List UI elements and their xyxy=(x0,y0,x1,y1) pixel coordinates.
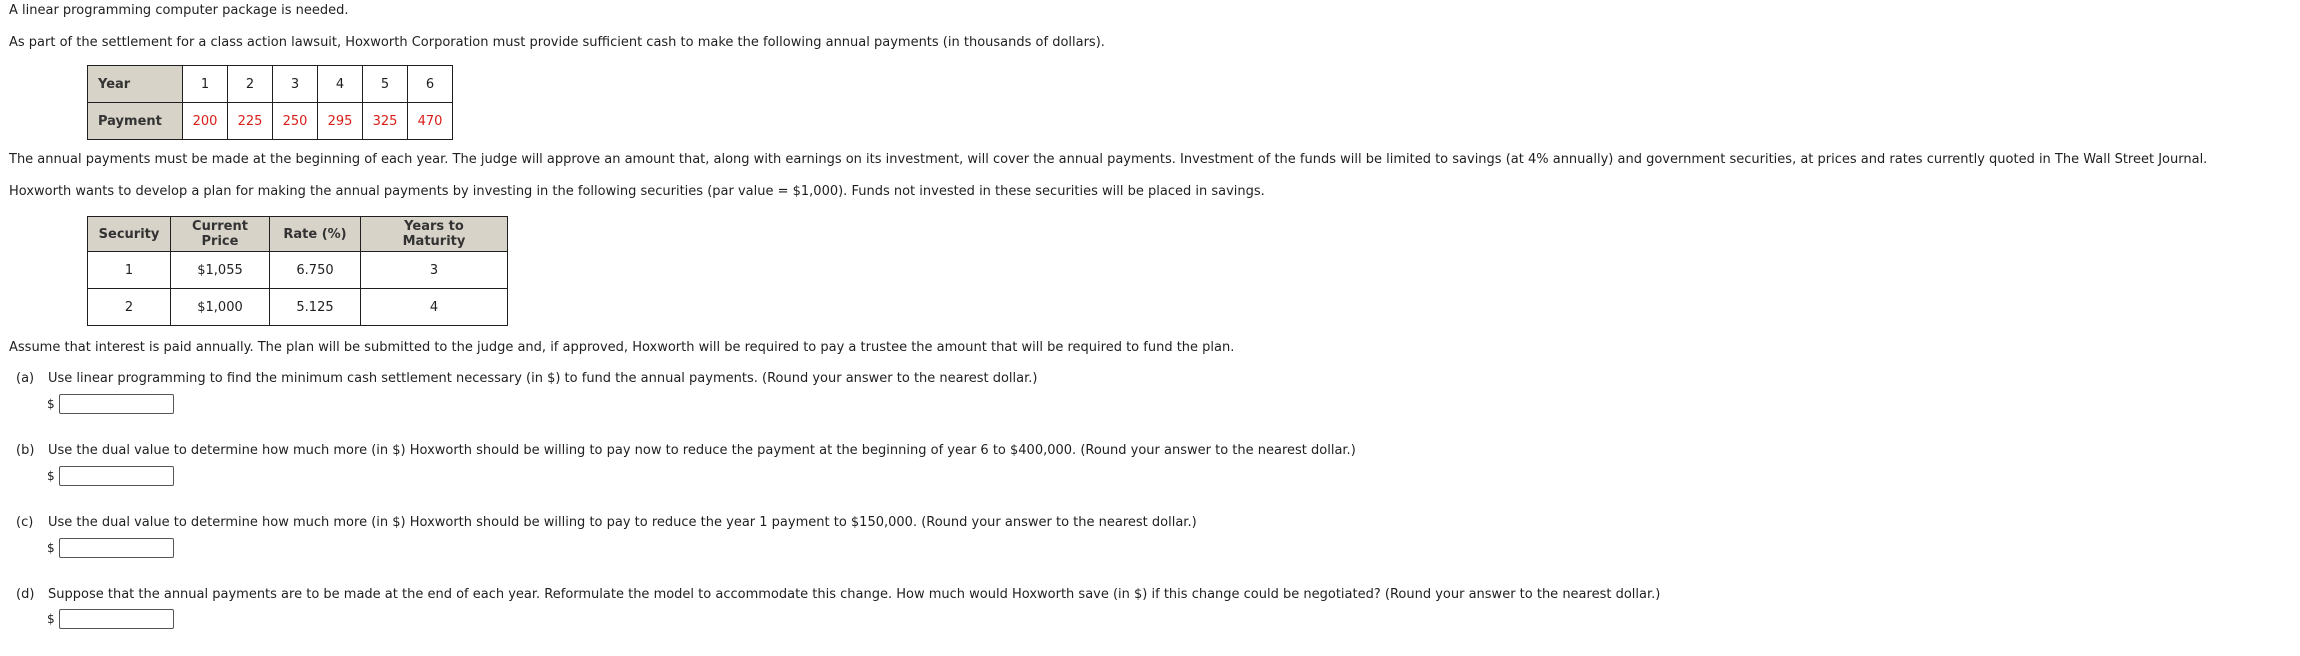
year-cell: 2 xyxy=(228,66,273,103)
payment-cell: 470 xyxy=(408,103,453,140)
question-a-text: Use linear programming to find the minimum cash settlement necessary (in $) to fund the annual payments. (Round your answer to the nearest dollar.) xyxy=(48,371,1038,386)
paragraph-interest: Assume that interest is paid annually. The plan will be submitted to the judge and, if approved, Hoxworth will be required to pay a trustee the amount that will be required to fund the plan. xyxy=(9,340,1235,355)
payment-cell: 325 xyxy=(363,103,408,140)
question-a-label: (a) xyxy=(16,371,35,386)
question-b-text: Use the dual value to determine how much more (in $) Hoxworth should be willing to pay now to reduce the payment at the beginning of year 6 to $400,000. (Round your answer to the nearest dollar.) xyxy=(48,443,1356,458)
header-rate: Rate (%) xyxy=(270,217,361,252)
dollar-sign: $ xyxy=(47,541,55,555)
payment-table xyxy=(87,65,453,140)
question-c xyxy=(16,515,1197,530)
question-d-label: (d) xyxy=(16,587,35,602)
intro-text: A linear programming computer package is needed. xyxy=(9,3,349,18)
year-row xyxy=(88,66,453,103)
payment-header: Payment xyxy=(88,103,183,140)
rate-cell: 6.750 xyxy=(270,252,361,289)
answer-d-input[interactable] xyxy=(59,609,174,629)
payment-cell: 225 xyxy=(228,103,273,140)
security-cell: 1 xyxy=(88,252,171,289)
securities-header-row xyxy=(88,217,508,252)
question-c-label: (c) xyxy=(16,515,34,530)
header-years-to-maturity: Years to Maturity xyxy=(361,217,508,252)
dollar-sign: $ xyxy=(47,612,55,626)
answer-c-row xyxy=(47,538,174,558)
paragraph-securities-plan: Hoxworth wants to develop a plan for making the annual payments by investing in the following securities (par value = $1,000). Funds not invested in these securities will be placed in savings. xyxy=(9,184,1265,199)
maturity-cell: 3 xyxy=(361,252,508,289)
table-row xyxy=(88,252,508,289)
securities-table xyxy=(87,216,508,326)
price-cell: $1,000 xyxy=(171,289,270,326)
answer-b-row xyxy=(47,466,174,486)
question-b-label: (b) xyxy=(16,443,35,458)
answer-c-input[interactable] xyxy=(59,538,174,558)
payment-cell: 200 xyxy=(183,103,228,140)
header-security: Security xyxy=(88,217,171,252)
year-cell: 5 xyxy=(363,66,408,103)
question-c-text: Use the dual value to determine how much more (in $) Hoxworth should be willing to pay to reduce the year 1 payment to $150,000. (Round your answer to the nearest dollar.) xyxy=(48,515,1197,530)
answer-d-row xyxy=(47,609,174,629)
security-cell: 2 xyxy=(88,289,171,326)
scenario-text: As part of the settlement for a class action lawsuit, Hoxworth Corporation must provide sufficient cash to make the following annual payments (in thousands of dollars). xyxy=(9,35,1105,50)
maturity-cell: 4 xyxy=(361,289,508,326)
answer-a-input[interactable] xyxy=(59,394,174,414)
payment-cell: 295 xyxy=(318,103,363,140)
question-d xyxy=(16,587,1660,602)
question-d-text: Suppose that the annual payments are to be made at the end of each year. Reformulate the model to accommodate this change. How much would Hoxworth save (in $) if this change could be negotiated? (Round your answer to the nearest dollar.) xyxy=(48,587,1661,602)
dollar-sign: $ xyxy=(47,397,55,411)
dollar-sign: $ xyxy=(47,469,55,483)
answer-b-input[interactable] xyxy=(59,466,174,486)
answer-a-row xyxy=(47,394,174,414)
year-cell: 3 xyxy=(273,66,318,103)
header-current-price: Current Price xyxy=(171,217,270,252)
price-cell: $1,055 xyxy=(171,252,270,289)
question-b xyxy=(16,443,1356,458)
question-a xyxy=(16,371,1037,386)
year-cell: 1 xyxy=(183,66,228,103)
payment-row xyxy=(88,103,453,140)
payment-cell: 250 xyxy=(273,103,318,140)
year-cell: 4 xyxy=(318,66,363,103)
table-row xyxy=(88,289,508,326)
year-cell: 6 xyxy=(408,66,453,103)
year-header: Year xyxy=(88,66,183,103)
rate-cell: 5.125 xyxy=(270,289,361,326)
paragraph-annual-payments: The annual payments must be made at the beginning of each year. The judge will approve an amount that, along with earnings on its investment, will cover the annual payments. Investment of the funds will be limited to savings (at 4% annually) and government securities, at prices and rates currently quoted in The Wall Street Journal. xyxy=(9,152,2208,167)
